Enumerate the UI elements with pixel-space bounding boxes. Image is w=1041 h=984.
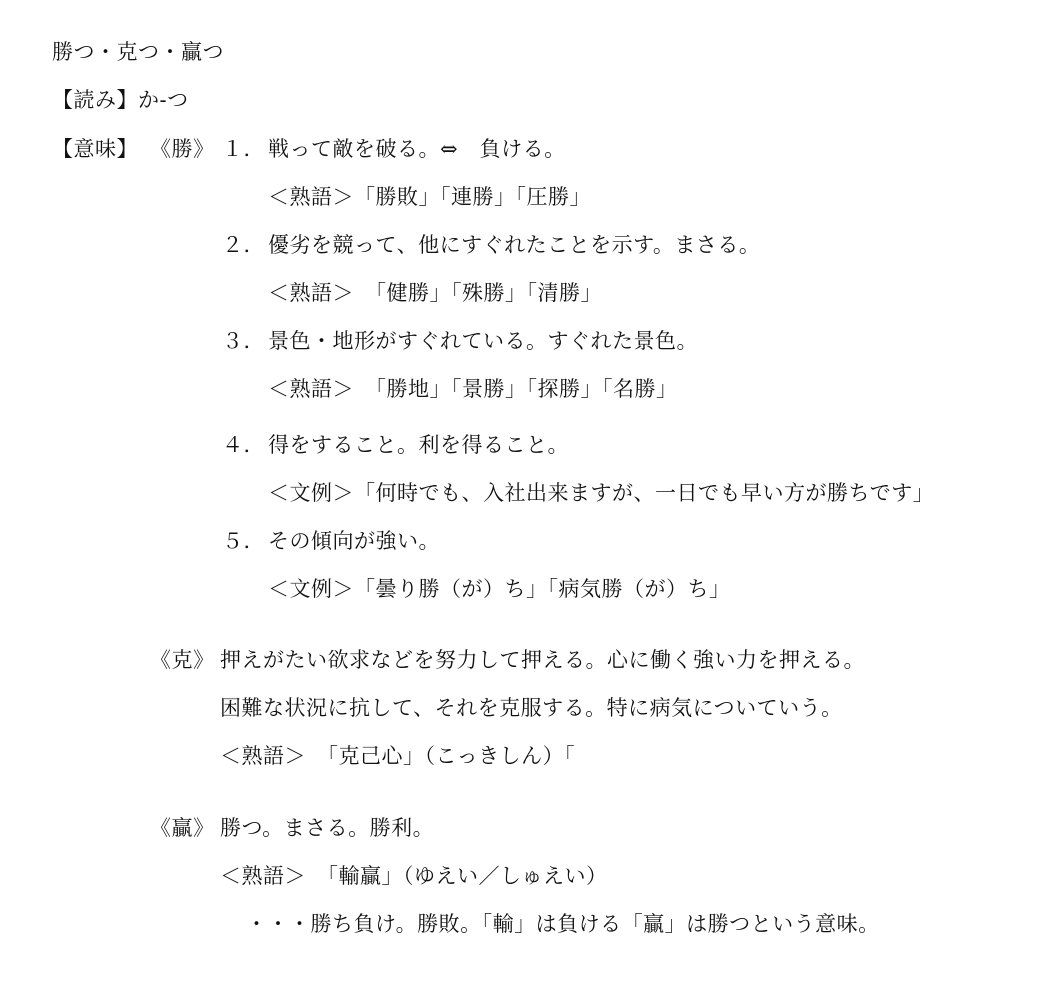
kotsu-compounds: ＜熟語＞ 「克己心」（こっきしん）「: [220, 744, 576, 768]
page-title: 勝つ・克つ・贏つ: [52, 40, 224, 64]
reading-line: 【読み】か‐つ: [52, 88, 189, 112]
katsu-meaning-3-text: 景色・地形がすぐれている。すぐれた景色。: [268, 329, 698, 353]
katsu-meaning-2-number: ２．: [222, 233, 265, 257]
katsu-meaning-3-compounds: ＜熟語＞ 「勝地」「景勝」「探勝」「名勝」: [268, 377, 678, 401]
katsu-meaning-1-number: １．: [222, 137, 265, 161]
eitsu-heading: 《贏》: [150, 816, 215, 840]
katsu-heading: 《勝》: [150, 137, 215, 161]
katsu-meaning-5-text: その傾向が強い。: [268, 529, 440, 553]
eitsu-compounds: ＜熟語＞ 「輸贏」（ゆえい／しゅえい）: [220, 864, 608, 888]
katsu-meaning-1-compounds: ＜熟語＞「勝敗」「連勝」「圧勝」: [268, 185, 591, 209]
katsu-meaning-3-number: ３．: [222, 329, 265, 353]
kotsu-meaning-line-1: 押えがたい欲求などを努力して押える。心に働く強い力を押える。: [220, 648, 865, 672]
kotsu-heading: 《克》: [150, 648, 215, 672]
eitsu-meaning-line-1: 勝つ。まさる。勝利。: [220, 816, 435, 840]
kotsu-meaning-line-2: 困難な状況に抗して、それを克服する。特に病気についていう。: [220, 696, 843, 720]
katsu-meaning-5-example: ＜文例＞「曇り勝（が）ち」「病気勝（が）ち」: [268, 577, 731, 601]
eitsu-note: ・・・勝ち負け。勝敗。「輸」は負ける「贏」は勝つという意味。: [246, 912, 880, 936]
meaning-label: 【意味】: [52, 137, 138, 161]
katsu-meaning-4-number: ４．: [222, 433, 265, 457]
katsu-meaning-4-example: ＜文例＞「何時でも、入社出来ますが、一日でも早い方が勝ちです」: [268, 481, 935, 505]
katsu-meaning-1-text: 戦って敵を破る。⇔ 負ける。: [268, 137, 566, 161]
katsu-meaning-5-number: ５．: [222, 529, 265, 553]
katsu-meaning-2-compounds: ＜熟語＞ 「健勝」「殊勝」「清勝」: [268, 281, 602, 305]
katsu-meaning-4-text: 得をすること。利を得ること。: [268, 433, 569, 457]
katsu-meaning-2-text: 優劣を競って、他にすぐれたことを示す。まさる。: [268, 233, 761, 257]
